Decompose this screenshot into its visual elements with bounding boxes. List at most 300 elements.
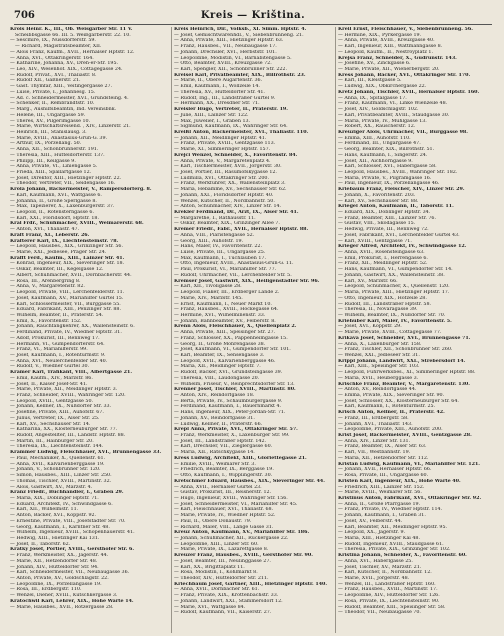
directory-entry: — Sescmire, IX., Nussdorferstr. 59. — [10, 38, 96, 44]
directory-entry: Kreil Ernst, Fleischhauer, V., Siebenbrunneng. 56. — [338, 27, 473, 32]
column-3 — [338, 27, 496, 633]
directory-entry: — Philipp, III., Keilgasse 9. — [10, 158, 76, 164]
directory-entry: — Anton, Schuhmacher, XIV., Linzer Str. 14. — [174, 204, 282, 210]
directory-entry: — Sigmund, Kaufmann, IX., Währinger Str. 64. — [174, 124, 288, 130]
directory-entry: — Franz, Private, XVIII., Gentzgasse 113. — [174, 141, 276, 147]
directory-entry: — Theres, XV., Pilgerimgasse 10. — [10, 118, 91, 124]
directory-entry: Krepl Anna, Private, XVI., Ottakringer Str. 57. — [174, 427, 298, 433]
directory-entry: — Helene, III., Ungargasse 59. — [10, 112, 86, 118]
directory-entry: — Josef, Tischler, XV., Märzstr. 21. — [338, 564, 422, 570]
directory-entry: — Marie, XII., Hetzendorfer Str. 48. — [10, 558, 98, 564]
directory-entry: — Hans, Kaufmann, VI., Gumpendorfer Str. 14. — [338, 267, 453, 273]
directory-entry: Kretz Johann, Tischler, XVII., Hernalser Hptstr. 160. — [338, 89, 480, 95]
directory-entry: — Otto, Kaufmann, I., Wipplingerstr. 30. — [174, 473, 273, 479]
directory-entry: — Maria, XIX., Döblinger Hptstr. 71. — [10, 495, 99, 501]
directory-entry: — Josef, Kaufmann, VI., Gumpendorfer Str. 101. — [174, 347, 291, 353]
directory-entry: Krenner Josef, Tischler, XVIII., Martinstr. 80. — [174, 387, 296, 393]
directory-entry: — Oskar, Beamter, III., Kegelgasse 12. — [10, 267, 104, 273]
directory-entry: — Ludwig, XIX., Obkirchergasse 22. — [338, 84, 427, 90]
directory-entry: — Anna, XII., Schönbrunnerstr. 191. — [10, 147, 99, 153]
directory-entry: — Anna, Private, VI., Liniengasse 5. — [10, 164, 98, 170]
directory-entry: Krafft Ferd., Kaufm., XIII., Lainzer Str. 41. — [10, 255, 125, 261]
column-divider — [171, 27, 172, 633]
directory-entry: — Maria, XII., Ratschkygasse 14. — [174, 450, 255, 456]
directory-entry: — Karl, Fleischhauer, XVI., Thaliastr. 68. — [174, 507, 274, 513]
directory-entry: — Franz, Private, XIX., Krottenbachstr. 33. — [174, 593, 279, 599]
directory-entry: — Marie, XI., Simmeringer Hptstr. 157. — [174, 147, 271, 153]
directory-entry: — Friedrich, Beamter, IX., Berggasse 19. — [174, 467, 274, 473]
directory-entry: — Maria, XIII., Hietzinger Kai 48. — [338, 535, 420, 541]
directory-entry: — Franz, Tischler, XII., Schönbrunner Str. 260. — [338, 347, 453, 353]
directory-entry: — Johann, Drechsler, XVI., Herbststr. 101. — [174, 49, 277, 55]
directory-entry: Krisch Anton, Kellner, II., Praterstr. 42. — [338, 410, 445, 416]
directory-entry: — Rudolf, Ing., III., Landstraßer Gürtel 9. — [174, 95, 276, 101]
directory-entry: — Theresia, XV., Hütteldorfer Str. 41. — [174, 89, 265, 95]
directory-entry: — Marie, Private, IX., Lazarettgasse 8. — [174, 547, 269, 553]
directory-entry: — Rudolf, III., Landstraßer Hptstr. 58. — [338, 301, 432, 307]
directory-entry: — Ernestine, Private, VIII., Josefstädter Str. 70. — [10, 518, 126, 524]
directory-entry: — Anna, IX., Spitalgasse 17. — [338, 95, 407, 101]
directory-entry: — Maria, XII., Hetzendorfer Str. 112. — [338, 455, 429, 461]
directory-entry: — Hugo, Ingenieur, XVIII., Währinger Str. 156. — [174, 495, 288, 501]
directory-entry: — Theresia, IX., Liechtensteinstr. 144. — [10, 444, 104, 450]
directory-entry: — Johann, XXI., Floridsdorfer Hptstr. 40. — [174, 192, 274, 198]
directory-entry: — Theodor, XIV., Hütteldorfer Str. 211. — [174, 576, 269, 581]
directory-entry: — Ferdinand, Kaufmann, I., Bauernmarkt 4. — [174, 404, 282, 410]
directory-entry: — Leopoldine, IX., Porzellangasse 19. — [10, 581, 102, 587]
directory-entry: — Karl, Schneidermeister, VII., Neubaugasse 36. — [10, 570, 130, 576]
directory-entry: — Johann, Kaufmann, I., Graben 31. — [338, 513, 426, 519]
header-rule — [14, 24, 492, 25]
directory-entry: — Franz, III., Erdbergstr. 58. — [338, 415, 409, 421]
directory-entry: — Johann, Bahnbeamter, XV., Felberstr. 8. — [174, 318, 276, 324]
directory-entry: — Hedwig, XIII., Hietzinger Kai 131. — [10, 535, 100, 541]
directory-entry: — Johanna, II., Große Sperlgasse 8. — [10, 198, 97, 204]
directory-entry: — Leopold, Fuhrwerksbes., XI., Simmeringer Hptstr. 88. — [338, 370, 476, 376]
directory-entry: Krieger Alfred, Architekt, IV., Schwindgasse 12. — [338, 244, 467, 250]
directory-entry: — Johann, XVI., Thaliastr. 143. — [338, 421, 413, 427]
directory-entry: Kremer Friedr., Fabr., XVII., Hernalser Hptstr. 88. — [174, 227, 309, 233]
directory-entry: — Hans, Ingenieur, XIX., Peter-Jordan-Str. 71. — [174, 410, 286, 416]
directory-entry: — Berta, Private, IV., Schaumburgergasse 9. — [174, 398, 283, 404]
directory-entry: — Anna, X., Laxenburger Str. 158. — [338, 341, 422, 347]
directory-entry: — Anna, XVI., Haberlgasse 25. — [338, 558, 413, 564]
directory-entry: — Karl, Schlosser, XVI., Haberlgasse 58. — [338, 164, 437, 170]
directory-entry: — Marie, XVIII., Weimarer Str. 56. — [338, 490, 422, 496]
directory-entry: — Katharina, XX., Klosterneuburger Str. 77. — [10, 427, 118, 433]
directory-entry: — Rudolf, Privat., XVI., Thaliastr. 8. — [10, 72, 97, 78]
directory-entry: Kreuzer Franz, Hausbes., XVIII., Gersthofer Str. 90. — [174, 553, 313, 559]
directory-entry: — Anna, Private, XVIII., Kreuzgasse 40. — [338, 38, 435, 44]
directory-entry: Krippl Johann, Landwirt, XXI., Strebersdorf 14. — [338, 358, 466, 364]
directory-entry: — Rudolf XII., Gaßnerstr. 21. — [10, 78, 81, 84]
directory-entry: — Karl, XII., Tivoligasse 28. — [174, 284, 242, 290]
directory-entry: — Karl, Kutscher, II., Nordbahnstr. 12. — [338, 570, 432, 576]
directory-entry: — Franz, Beamter, IX., Alser Str. 63. — [338, 444, 427, 450]
directory-entry: — Schenker, II., Rembrandtstr. 10. — [10, 101, 95, 107]
directory-entry: — Frieda, XIII., Spallartgasse 12. — [10, 169, 92, 175]
directory-entry: — Karl, XX., Brigittaplatz 11. — [174, 564, 245, 570]
directory-entry: — Ad. c. Schneidermeister, XVI., Grundsteing. 4. — [10, 95, 129, 101]
directory-entry: — Theresia, II., Novaragasse 39. — [338, 307, 418, 313]
directory-entry: Krischke Franz, Beamter, V., Margaretenstr. 130. — [338, 381, 470, 387]
directory-entry: — Franz, VI., Mariahilferstr. 99. — [10, 347, 88, 353]
directory-entry: — Leopold, Fiaker, III., Erdberger Lände 2. — [174, 290, 280, 296]
directory-entry: — Adolf, Prokurist, III., Rennweg 17. — [10, 335, 100, 341]
directory-entry: — Karl, Ingenieur, XIII., Wattmanngasse 8. — [338, 44, 443, 50]
directory-entry: — Anton, Bäcker, XVI., Koppstr. 92. — [10, 513, 97, 519]
running-title: Kreis — Kriština. — [200, 10, 306, 21]
directory-entry: — Theresia, Private, XIX., Grinzinger Str. 102. — [338, 547, 451, 553]
directory-entry: — Julius, Vertreter, IX., Alser Str. 25. — [10, 415, 100, 421]
directory-entry: — Karl, VII., Westbahnstr. 19. — [338, 450, 411, 456]
directory-entry: — Emma, Private, XIX., Sieveringer Str. 90. — [338, 393, 445, 398]
directory-entry: — Marie, II., Obere Augartenstr. 36. — [174, 78, 263, 84]
directory-entry: — Karl, Kaufmann, XVI., Wattgasse 6. — [10, 192, 102, 198]
directory-entry: — Marie, Private, IV., Wiedner Hptstr. 52. — [174, 513, 276, 519]
directory-entry: — Karl, XV., Sechshauser Str. 14. — [10, 421, 91, 427]
directory-entry: — Thomas, Tischler, XVIII., Martinstr. 32. — [10, 478, 112, 484]
directory-entry: — Eduard, Fabrikant, XIII., Penzinger Str. 88. — [10, 307, 121, 313]
directory-entry: — Emma, XIII., Auhofstr. 110. — [338, 135, 411, 141]
directory-entry: — Julie, XIII., Lainzer Str. 122. — [174, 112, 249, 118]
directory-entry: — Max, Juwelier, I., Graben 13. — [174, 118, 251, 124]
column-divider — [335, 27, 336, 633]
directory-entry: — Johann, Rauchfangkehrer, XX., Wallensteinstr. 6. — [10, 324, 135, 330]
directory-entry: — Wenzel, Diener, XVIII., Kutschkergasse 3. — [10, 593, 118, 599]
directory-entry: Kratochwil Karl, Lehrer, XIX., Hohe Warte 14. — [10, 598, 134, 604]
directory-entry: — Josef, Beamter, III., Neulinggasse 27. — [174, 558, 271, 564]
directory-entry: — Oskar, Beamter, XIX., Grinzinger Allee 7. — [174, 221, 280, 227]
directory-entry: — Ernst, Kaufmann, I., Neuer Markt 10. — [174, 301, 272, 307]
directory-entry: — Wenzel, Kutscher, II., Nordbahnstr. 50. — [174, 198, 275, 204]
directory-entry: — Rudolf, V., Wiedner Gürtel 30. — [10, 364, 90, 370]
directory-entry: — Albert, Schuhmacher, XVII., Dornbacherstr. 44. — [10, 272, 132, 278]
directory-entry: — Anna, XIV., Linzer Str. 131. — [338, 438, 411, 444]
directory-entry: Kratky Josef, Portier, XVIII., Gersthofer Str. 6. — [10, 547, 135, 553]
page-number: 706 — [14, 10, 35, 21]
directory-entry: Kristen Karl, Ingenieur, XIX., Hohe Warte 40. — [338, 478, 461, 484]
directory-entry: — Maria, Private, IV., Mühlgasse 13. — [338, 118, 427, 124]
directory-entry: — Paul, Prokurist, VI., Mariahilfer Str. 77. — [174, 267, 277, 273]
directory-entry: — Gäst. Thymfar, XIII., Veitingergasse 27. — [10, 84, 113, 90]
directory-entry: Kreis Heinrich, Dir., Volksb., XI. Simm. Hptstr. 4. — [174, 27, 307, 32]
directory-entry: — Anton, XV., Reindorfgasse 44. — [338, 387, 417, 393]
directory-entry: — Maria, Private, XIII., Hietzinger Hptstr. 17. — [338, 290, 450, 296]
directory-entry: — Hermine, XVI., Wilhelminenstr. 33. — [174, 312, 266, 318]
directory-entry: — Anna, II., Große Pfarrgasse 19. — [338, 501, 421, 507]
page-header — [14, 9, 492, 23]
directory-entry: — Luise, Private, I., Johannesg. 15. — [10, 89, 96, 95]
directory-entry: Kröla Johann, Bäckermeister, V., Rampersdorferg. 8. — [10, 187, 152, 193]
directory-entry: — Leopold, II., Rotensterngasse 6. — [10, 210, 94, 215]
directory-entry: — Richard, Maler, VIII., Lange Gasse 31. — [174, 524, 274, 530]
directory-entry: — Richard, Magistratsbeamter, XII. — [15, 44, 102, 50]
directory-entry: — Katharine, Johanna, XV., Dreh-er-Str. 195. — [10, 61, 119, 67]
directory-entry: Kramer Karl, Trafikant, VIII., Albertgasse 21. — [10, 370, 133, 376]
directory-entry: — Max, Tapezierer, X., Laxenburgerstr. 37. — [10, 204, 115, 210]
directory-entry: — Emil, X., Favoritenstr. 152. — [10, 318, 82, 324]
directory-entry: — Hermann, VI., Gumpendorferstr. 64. — [10, 341, 105, 347]
directory-entry: — Ludmilla, XVI., Ottakringer Str. 200. — [174, 175, 269, 181]
directory-entry: Kreuz Anton, Kaufmann, XV., Mariahilfer Str. 186. — [174, 530, 310, 536]
directory-entry: — Josef, Kaufmann, XV., Mariahilfer Gürtel 15. — [10, 295, 124, 301]
directory-entry: — Marie, XIV., Märzstr. 145. — [174, 295, 243, 301]
directory-entry: — Josef, II., Kaiser Josef-Str. 41. — [10, 381, 88, 387]
directory-entry: Kriebaum Franz, Fleischer, XIV., Linzer Str. 29. — [338, 187, 465, 193]
directory-entry: — Karl, Schlossermeister, VII., Burggasse 55. — [10, 301, 121, 307]
directory-entry: — Franz, Hausbes., XVIII., Hockegasse 64. — [174, 307, 279, 313]
directory-entry: — Johann, Landwirt, XXI., Stammersdorf 12. — [174, 598, 283, 604]
directory-entry: — Maria, Hebamme, XV., Sechshauser Str. 62. — [174, 187, 287, 193]
directory-entry: Scheibbsgasse 66. III. 5. Weißgärberstr. 22. 10. — [15, 32, 131, 38]
directory-entry: — Anna, XVI., Neulerchenfelder Str. 40. — [10, 358, 108, 364]
directory-entry: — Marie, Private, XVIII., Cottagegasse 77. — [338, 330, 442, 336]
directory-entry: — Rosa, Private, III., Ungargasse 60. — [338, 473, 429, 479]
directory-entry: — Emil, Kaufm., XIV., Märzstr. 86. — [10, 375, 93, 381]
directory-entry: — Leopoldine, XIII., Linzer Str. 60. — [174, 541, 259, 547]
directory-entry: — Wenzel, XXI., Jedleseer Str. 31. — [338, 352, 420, 358]
directory-entry: — Anna, XVI., Ottakringerstr. 164. — [10, 55, 94, 61]
directory-entry: — Alois Franz, Kaufm., XVII., Hernalser Hptstr. 12. — [10, 49, 135, 55]
directory-entry: — Georg, II., Große Mohrengasse 38. — [174, 341, 266, 347]
directory-entry: — Heinrich, III., Stanislausg. 3. — [10, 129, 87, 135]
directory-entry: — Gustav, Prokurist, III., Reisnerstr. 12. — [174, 490, 272, 496]
directory-entry: — Leopold, Schuhmacher, X., Quellenstr. 120. — [338, 284, 450, 290]
directory-entry: — Franz, XII., Meidlinger Hptstr. 52. — [338, 261, 428, 267]
directory-entry: — Wenzel, III., Landstraßer Hptstr. 160. — [338, 581, 436, 587]
directory-entry: — Luise, Private, III., Ungargasse 25. — [174, 250, 266, 256]
directory-entry: Krammer Ludwig, Fleischhauer, XVI., Brunnengasse 33. — [10, 450, 162, 456]
directory-entry: — Maria, Private, V., Pilgramgasse 16. — [338, 175, 432, 181]
directory-entry: — Leopold, Private, VIII., Lerchenfelderstr. 11. — [10, 290, 125, 296]
directory-entry: — Karl, XVIII., Gentzgasse 71. — [338, 238, 412, 244]
directory-entry: — Johann, XII., Meidlinger Hptstr. 41. — [174, 135, 267, 141]
directory-entry: — Simon, Hausbes., XIII., Linzer Str. 250. — [10, 473, 112, 479]
directory-entry: — Josef, XII., Aichhorngasse 9. — [338, 158, 413, 164]
directory-entry: Kress Ludwig, Architekt, XIII., Gloriettegasse 21. — [174, 455, 307, 461]
directory-entry: — Theresia, VIII., Laudongasse 20. — [174, 375, 260, 381]
directory-entry: — Anton, Private, XV., Goldschlagstr. 22. — [10, 576, 109, 581]
directory-entry: — Hans, Maler, IV., Favoritenstr. 22. — [174, 244, 262, 250]
directory-entry: — Anna, Private, XIII., Hietzinger Hptstr. 63. — [174, 38, 284, 44]
directory-entry: Kriechbaum Josef, Gärtner, XIII., Hietzinger Hptstr. 140. — [174, 581, 328, 587]
directory-entry: — Georg, Beamter, XIX., Billrothstr. 51. — [338, 147, 435, 153]
directory-entry: Kreuziger Alois, Uhrmacher, VII., Burggasse 98. — [338, 129, 468, 135]
directory-entry: — Karl, Privatbeamter, XVIII., Staudgasse 30. — [338, 112, 450, 118]
directory-entry: — Leopold, XVIII., Gentzgasse 50. — [10, 398, 94, 404]
directory-entry: — Anna, V., Margaretenstr. 82. — [10, 284, 85, 290]
directory-entry: — Marie, Private, XII., Wienerbergstr. 20. — [338, 67, 440, 73]
directory-entry: — Anna, XVII., Hernalser Gürtel 23. — [174, 484, 262, 490]
directory-entry: — Wilhelm, Friseur, V., Reinprechtsdorfer Str. 13. — [174, 381, 295, 387]
directory-entry: — Anna, Private, V., Margaretenplatz 4. — [174, 158, 271, 164]
directory-entry: — Anna, XVII., Kalvarienberggasse 19. — [10, 461, 105, 467]
directory-entry: — Georg, XIII., Auhofstr. 19. — [174, 238, 244, 244]
directory-entry: — Hermann, XX., Dresdner Str. 71. — [174, 101, 260, 107]
directory-entry: — Rosa, Private, IX., Liechtensteinstr. 90. — [338, 598, 440, 604]
directory-entry: — Josef, XVI., Koppstr. 29. — [338, 324, 402, 330]
directory-entry: Kreisel Karl, Privatbeamter, XIX., Billrothstr. 23. — [174, 72, 306, 78]
directory-entry: — Franz, Kaufmann, VI., Linke Wienzeile 48. — [338, 101, 448, 107]
directory-entry: — Franz, Schlosser, XX., Pappenheimgasse 15. — [174, 335, 288, 341]
directory-entry: — Josef, II., Taborstr. 62. — [10, 541, 71, 547]
directory-entry: — Arthur, IX., Porzellang. 50. — [10, 141, 82, 147]
directory-entry: — Karl, XV., Sechshauser Str. 88. — [338, 198, 419, 204]
directory-entry: — Gustav, VIII., Skodagasse 15. — [338, 221, 416, 227]
directory-entry: — Johann, XV., Reindorfgasse 31. — [174, 415, 255, 421]
directory-entry: — Josef, Schlosser, XX., Klosterneuburger Str. 64. — [338, 398, 459, 404]
directory-entry: — Rudolf, Kaufmann, VII., Kaiserstr. 27. — [174, 610, 272, 616]
directory-entry: — Leo, XIV., Wesenhof. XIX., Cottagegasse 24. — [10, 67, 123, 73]
directory-entry: — Karl, Spengler, XII., Schönbrunner Str. 222. — [174, 67, 288, 73]
directory-entry: — Eduard, Architekt, IV., Schwindgasse 6. — [10, 501, 113, 507]
directory-entry: Kristan Ludwig, Kaufmann, VI., Mariahilfer Str. 121. — [338, 461, 480, 467]
directory-entry: — Josef, Direktor, XIII., Hietzinger Hptstr. 22. — [10, 175, 122, 181]
directory-entry: — Leopold, Hausbes., XVIII., Währinger Str. 182. — [338, 169, 458, 175]
directory-entry: Kranz Friedr., Buchhändler, I., Graben 29. — [10, 490, 124, 496]
directory-entry: — Anton, XIV., Reindorfgasse 18. — [174, 393, 255, 398]
directory-entry: — Leopoldine, Private, XIII., Auhofstr. 200. — [338, 427, 443, 433]
directory-entry: — Leopold, XVII., Kalvarienberggasse 46. — [174, 358, 276, 364]
directory-entry: — Konrad, Ingenieur, XIX., Sieveringer Str. 18. — [10, 261, 125, 267]
directory-entry: — Franz, Werkmeister, X., Laxenburger Str. 99. — [174, 433, 290, 439]
directory-entry: — Emilie, XVIII., Weimarer Str. 3. — [174, 461, 256, 467]
directory-entry: — Rudolf, Beamter, XIII., Speisinger Str. 58. — [338, 604, 446, 610]
directory-entry: — Ludwig, Kellner, II., Praterstr. 66. — [174, 421, 263, 427]
directory-entry: — Marie, XXI., Jedlesee, Prager Str. 24. — [10, 250, 107, 256]
directory-entry: — Leopold, Kaufm., II., Nestroyplatz 1. — [338, 49, 433, 55]
directory-entry: — Anton, XVI., Thaliastr. 47. — [10, 227, 80, 233]
directory-entry: — Max, Kaufmann, I., Tuchlauben 17. — [174, 255, 266, 261]
directory-entry: — Wilhelm, Beamter, IX., Nußdorfer Str. 70. — [338, 312, 446, 318]
column-1 — [10, 27, 168, 633]
directory-entry: — Karl, Tischlermeister, XVII., Jörgerstr. 30. — [174, 164, 282, 170]
directory-entry: — Josef, III., Landstraßer Hptstr. 142. — [174, 438, 267, 444]
directory-entry: — Johann, Kellner, IX., Nußdorfer Str. 33. — [10, 404, 112, 410]
directory-entry: — Wilhelm, Ingenieur, XVIII., Schopenhauerstr. 41. — [10, 530, 135, 536]
directory-entry: — Ferdinand, III., Ungargasse 47. — [338, 141, 421, 147]
directory-entry: — Johann, XIV., Hütteldorfer Str. 94. — [10, 564, 99, 570]
directory-entry: — Georg, Kaufmann, I., Kärntner Str. 48. — [10, 524, 110, 530]
directory-entry: Krenn Alois, Fleischhauer, X., Quellenplatz 2. — [174, 324, 297, 330]
directory-entry: — Franz, Hausbes., XVIII., Martinstr. 17. — [338, 587, 438, 593]
directory-entry: — Alois, Gastwirt, XV., Märzstr. 4. — [10, 484, 93, 490]
directory-columns — [10, 27, 496, 633]
directory-entry: — Karl, Kaufmann, I., Rotenturmstr. 25. — [338, 404, 436, 410]
directory-entry: — Franz, Hausbes., VII., Neubaugasse 17. — [174, 44, 277, 50]
directory-entry: — Karl, XII., Wilhelmstr. 11. — [10, 507, 79, 513]
directory-entry: — Maria, XII., Meidlinger Hptstr. 7. — [174, 364, 261, 370]
directory-entry: — Marie, XVII., Jörgerstr. 48. — [338, 576, 410, 581]
directory-entry: Krejci Wenzel, Schneider, X., Favoritenstr. 84. — [174, 152, 298, 158]
directory-entry: — Marg., Aushilfsbeamtin, Ind. Vereinsbnk. — [10, 107, 117, 113]
directory-entry: — Theodor, VII., Neubaugasse 70. — [338, 610, 421, 616]
directory-entry: — Josef, XV., Felberstr. 44. — [338, 518, 403, 524]
directory-entry: — Rudolf, Angestellter, III., Landstr. Hptstr. 88. — [10, 433, 126, 439]
directory-entry: — Friedrich, XIII., Lainzer Str. 152. — [338, 484, 425, 490]
directory-entry: — Paul, Ingenieur, IX., Porzellangasse 46. — [338, 181, 440, 187]
directory-entry: — Hans, Kaufmann, I., Singerstr. 24. — [338, 152, 428, 158]
directory-entry: — Otto, Ingenieur, XVIII., Anastasius-Grün-G. 11. — [174, 261, 294, 267]
directory-entry: — Karl, XV., Märzstr. 66. — [338, 278, 398, 284]
directory-entry: — Karl, XIII., Speisinger Str. 103. — [338, 364, 420, 370]
directory-entry: — Josef, XIV., Goldschlagstr. 102. — [338, 107, 419, 113]
directory-entry: — Josef, Schneidermeister, VI., Mariahilfer Str. 45. — [174, 501, 298, 507]
directory-entry: — Rosa, Modistin, I., Kohlmarkt 8. — [174, 570, 258, 576]
directory-entry: Kress Johann, Bäcker, XVI., Ottakringer Str. 170. — [338, 72, 471, 78]
directory-entry: — Anna, Private, XIII., Speisinger Str. 27. — [174, 330, 276, 336]
directory-entry: — Josef, Fabrikant, XVI., Lerchenfelder Gürtel 43. — [338, 232, 460, 238]
directory-entry: — Rudolf, Bäcker, XVI., Grundsteingasse 39. — [174, 370, 283, 376]
directory-entry: — Anna, XVII., Dornbacher Str. 61. — [174, 587, 260, 593]
directory-entry: — Hermine, XIX., Pyrkergasse 19. — [338, 32, 422, 38]
directory-entry: — Paul, Mechaniker, X., Quellenstr. 61. — [10, 455, 106, 461]
directory-entry: Kretschmer Eduard, Hausbes., XIX., Sieveringer Str. 44. — [174, 478, 325, 484]
directory-entry: — Leopoldine, XIV., Hütteldorfer Str. 126. — [338, 593, 440, 599]
directory-entry: — Johann, V., Schönbrunner Str. 120. — [10, 467, 101, 473]
directory-entry: Kral Frdr., Schuhmacher, XVIII., Weimarerstr. 68. — [10, 221, 144, 227]
directory-entry: — Marie, XVIII., Anastasius-Grün-G. 39. — [10, 135, 108, 141]
directory-entry: — Karl, Beamter, XII., Meidlinger Hptstr. 95. — [338, 524, 448, 530]
directory-entry: Kristinus Anton, Fabrikant, XVI., Ottakringer Str. 92. — [338, 495, 482, 501]
directory-entry: — Franz, Schneider, XVIII., Währinger Str. 120. — [10, 393, 126, 398]
directory-entry: Krejsa Franz, Schneider, X., Gudrunstr. 143. — [338, 55, 457, 61]
directory-entry: — Johann, X., Favoritenstr. 203. — [338, 192, 416, 198]
directory-entry: — Theodor, Vertreter, VII., Seidengasse 16. — [10, 181, 116, 187]
directory-entry: — Emil, Kaufmann, I., Wollzeile 14. — [174, 84, 260, 90]
directory-entry: — Rosa, III., Arenbergring 8. — [10, 278, 81, 284]
directory-entry: — Franz, Beamter, XIII., Lainzer Str. 76. — [338, 215, 437, 221]
directory-entry: Kriština Johann, Schneider, X., Favoritenstr. 60. — [338, 553, 467, 559]
directory-entry: — Josefine, Private, XIII., Auhofstr. 67. — [10, 410, 104, 416]
directory-entry: Krist Josef, Bäckermeister, XVIII., Gentzgasse 28. — [338, 433, 472, 439]
directory-entry: — Robert, XX., Rauscherstr. 12. — [338, 124, 416, 130]
directory-entry: — Paul, II., Obere Donaustr. 79. — [174, 518, 252, 524]
directory-entry: — Josef, Gemischtwarenhdl., V., Siebenbrunneng. 21. — [174, 32, 304, 38]
directory-entry: Krikava Josef, Schneider, XVI., Brunnengasse 71. — [338, 335, 471, 341]
directory-entry: Krois Heinr. K., III., Ob. Weisgärber Str. 11 V. — [10, 27, 133, 32]
directory-entry: — Karl, XXI., Floridsdorf, Hptstr. 18. — [10, 215, 99, 221]
directory-entry: — Anna, VIII., Piaristengasse 52. — [174, 232, 255, 238]
directory-entry: — Leopoldine, Modistin, VI., Barnabitengasse 5. — [174, 55, 292, 61]
directory-entry: — Emil, Prokurist, I., Herrengasse 6. — [338, 255, 428, 261]
directory-entry: — Theresia, XIII., Hütteldorferstr. 137. — [10, 152, 105, 158]
directory-entry: — Otto, Beamter, XVIII., Kreuzgasse 72. — [174, 61, 272, 67]
directory-entry: — Margarethe, I., Rathausstr. 11. — [174, 215, 256, 221]
directory-entry: — Karl, Beamter, IX., Sensengasse 3. — [174, 352, 265, 358]
directory-entry: Krafterer Karl, IX., Liechtensteinstr. 78. — [10, 238, 119, 244]
directory-entry: — Josefine, XV., Zinckgasse 6. — [338, 61, 411, 67]
directory-entry: Kräft Franz, XI., Leberstr. 26. — [10, 232, 90, 238]
directory-entry: — Marie, XVI., Wattgasse 84. — [174, 604, 246, 610]
directory-entry: — Johann, XVII., Hernalser Hptstr. 66. — [338, 467, 432, 473]
directory-entry: — Maria, XVII., Heuberggasse 3. — [338, 375, 419, 381]
directory-entry: — Rudolf, Ingenieur, XVIII., Staudgasse 61. — [338, 541, 444, 547]
directory-entry: Kremser Josef, Gastwirt, XIX., Heiligenstädter Str. 96. — [174, 278, 320, 284]
directory-entry: — Franz, Private, IV., Wiedner Hptstr. 114. — [338, 507, 443, 513]
directory-entry: — Johann, Gastwirt, XX., Wallensteinstr. 38. — [338, 272, 445, 278]
directory-entry: — Rosa, III., Erdbergstr. 110. — [10, 587, 82, 593]
directory-entry: Kreisler Hugo, Vertreter, II., Praterstr. 19. — [174, 107, 288, 113]
directory-entry: — Leopold, XX., Jägerstr. 9. — [338, 530, 406, 536]
directory-entry: — Anna, XVII., Rosensteingasse 63. — [338, 250, 425, 256]
directory-entry: — Hedwig, Private, III., Rennweg 72. — [338, 227, 429, 233]
directory-entry: — Josef, Kaufmann, I., Rotenturmstr. 9. — [10, 352, 106, 358]
directory-entry: — Karl, Drechsler, VII., Zieglergasse 60. — [174, 444, 273, 450]
directory-entry: — Wilhelm, Beamter, II., Praterstr. 54. — [10, 312, 104, 318]
directory-entry: Krekler Ferdinand, Dr., Arzt, IX., Alser Str. 41. — [174, 210, 299, 215]
